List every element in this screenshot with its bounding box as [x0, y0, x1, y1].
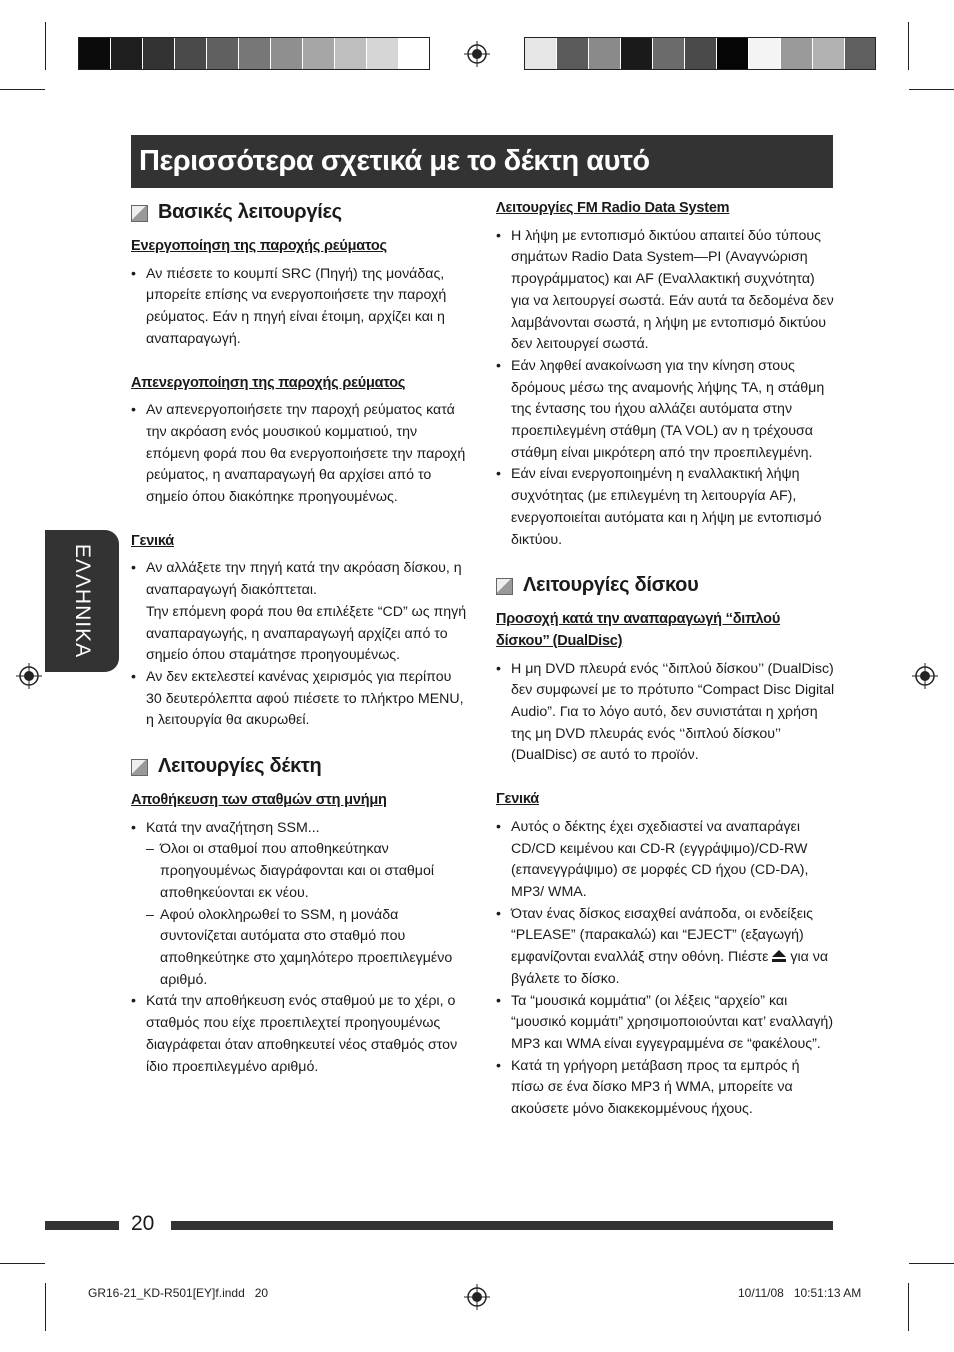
list-item: • Τα “μουσικά κομμάτια” (οι λέξεις “αρχείο” και “μουσικό κομμάτι” χρησιμοποιούνται κατ’ εναλλαγή) MP3 και WMA είναι εγγεγραμμένα σε “φακέλους”.	[496, 991, 836, 1056]
bullet-list	[496, 659, 836, 768]
eject-icon	[772, 950, 786, 962]
subheading-power-on: Ενεργοποίηση της παροχής ρεύματος	[131, 238, 387, 254]
section-title: Βασικές λειτουργίες	[158, 201, 342, 224]
subheading-general: Γενικά	[131, 532, 175, 549]
list-item: • Εάν ληφθεί ανακοίνωση για την κίνηση στους δρόμους μέσω της αναμονής λήψης TA, η στάθμη της έντασης του ήχου αλλάζει αυτόματα στην προεπιλεγμένη στάθμη (TA VOL) αν η τρέχουσα στάθμη είναι μικρότερη από την προεπιλεγμένη.	[496, 356, 836, 465]
footer-file-info: GR16-21_KD-R501[EY]f.indd 20	[88, 1286, 269, 1300]
subheading-general: Γενικά	[496, 791, 540, 808]
crop-mark	[908, 1283, 909, 1331]
list-item: • Η λήψη με εντοπισμό δικτύου απαιτεί δύο τύπους σημάτων Radio Data System—PI (Αναγνώριση προγράμματος) και AF (Εναλλακτική συχνότητα) για να λειτουργεί σωστά. Εάν αυτά τα δεδομένα δεν λαμβάνονται σωστά, η λήψη με εντοπισμό δικτύου δεν λειτουργεί σωστά.	[496, 226, 836, 356]
list-item: • Αν απενεργοποιήσετε την παροχή ρεύματος κατά την ακρόαση ενός μουσικού κομματιού, την επόμενη φορά που θα ενεργοποιήσετε την παροχή ρεύματος, η αναπαραγωγή θα αρχίσει από το σημείο όπου διακόπηκε προηγουμένως.	[131, 400, 471, 509]
language-tab	[45, 530, 119, 672]
section-heading-disc	[496, 573, 836, 599]
right-column	[496, 196, 836, 1133]
registration-mark-icon	[16, 663, 42, 689]
crop-mark	[908, 22, 909, 70]
list-item: • Κατά την αποθήκευση ενός σταθμού με το χέρι, ο σταθμός που είχε προεπιλεχτεί προηγουμένως διαγράφεται όταν αποθηκευτεί νέος σταθμός στον ίδιο προεπιλεγμένο αριθμό.	[131, 991, 471, 1078]
footer-timestamp: 10/11/08 10:51:13 AM	[738, 1286, 862, 1300]
bullet-list	[131, 818, 471, 1078]
crop-mark	[45, 22, 46, 70]
list-item	[131, 818, 471, 992]
crop-mark	[45, 1283, 46, 1331]
bullet-list	[496, 226, 836, 552]
list-item-text: Αν αλλάξετε την πηγή κατά την ακρόαση δίσκου, η αναπαραγωγή διακόπτεται.	[146, 560, 462, 599]
section-title: Λειτουργίες δίσκου	[523, 574, 699, 597]
section-title: Λειτουργίες δέκτη	[158, 755, 322, 778]
list-item	[131, 558, 471, 667]
language-tab-label: ΕΛΛΗΝΙΚΑ	[71, 543, 94, 659]
list-item: • Εάν είναι ενεργοποιημένη η εναλλακτική λήψη συχνότητας (με επιλεγμένη τη λειτουργία AF), ενεργοποιείται αυτόματα και η λήψη με εντοπισμό δικτύου.	[496, 464, 836, 551]
registration-mark-icon	[464, 41, 490, 67]
bullet-list	[496, 817, 836, 1121]
list-item: • Αν πιέσετε το κουμπί SRC (Πηγή) της μονάδας, μπορείτε επίσης να ενεργοποιήσετε την παροχή ρεύματος. Εάν η πηγή είναι έτοιμη, αρχίζει και η αναπαραγωγή.	[131, 264, 471, 351]
list-item	[496, 904, 836, 991]
list-item: • Κατά τη γρήγορη μετάβαση προς τα εμπρός ή πίσω σε ένα δίσκο MP3 ή WMA, μπορείτε να ακούσετε μόνο διακεκομμένους ήχους.	[496, 1056, 836, 1121]
square-icon	[496, 578, 513, 595]
subheading-store-stations: Αποθήκευση των σταθμών στη μνήμη	[131, 792, 387, 809]
square-icon	[131, 759, 148, 776]
subheading-dualdisc: Προσοχή κατά την αναπαραγωγή ‘‘διπλού δίσκου’’ (DualDisc)	[496, 611, 781, 649]
crop-mark	[909, 1263, 954, 1264]
page-title	[131, 135, 833, 188]
subheading-rds: Λειτουργίες FM Radio Data System	[496, 200, 730, 216]
list-item-text: Την επόμενη φορά που θα επιλέξετε “CD” ως πηγή αναπαραγωγής, η αναπαραγωγή αρχίζει από το σημείο όπου σταμάτησε προηγουμένως.	[146, 603, 467, 664]
section-heading-tuner	[131, 754, 471, 780]
bottom-rule-right	[171, 1221, 833, 1230]
list-item: • Η μη DVD πλευρά ενός ‘‘διπλού δίσκου’’ (DualDisc) δεν συμφωνεί με το πρότυπο “Compact Disc Digital Audio”. Για το λόγο αυτό, δεν συνιστάται η χρήση της μη DVD πλευράς ενός ‘‘διπλού δίσκου’’ (DualDisc) σε αυτό το προϊόν.	[496, 659, 836, 768]
page-number: 20	[131, 1212, 155, 1235]
bullet-list	[131, 558, 471, 732]
page-title-text: Περισσότερα σχετικά με το δέκτη αυτό	[139, 145, 650, 177]
list-item: • Αν δεν εκτελεστεί κανένας χειρισμός για περίπου 30 δευτερόλεπτα αφού πιέσετε το πλήκτρο MENU, η λειτουργία θα ακυρωθεί.	[131, 667, 471, 732]
crop-mark	[909, 89, 954, 90]
subheading-power-off: Απενεργοποίηση της παροχής ρεύματος	[131, 374, 406, 391]
section-heading-basic	[131, 200, 471, 226]
dash-item: – Όλοι οι σταθμοί που αποθηκεύτηκαν προηγουμένως διαγράφονται και οι σταθμοί αποθηκεύονται εκ νέου.	[146, 839, 471, 904]
square-icon	[131, 205, 148, 222]
grayscale-bar-left	[78, 37, 430, 70]
registration-mark-icon	[912, 663, 938, 689]
left-column	[131, 196, 471, 1090]
list-item-text: Κατά την αναζήτηση SSM...	[146, 819, 320, 836]
list-item: • Αυτός ο δέκτης έχει σχεδιαστεί να αναπαράγει CD/CD κειμένου και CD-R (εγγράψιμο)/CD-RW (επανεγγράψιμο) σε μορφές CD ήχου (CD-DA), MP3/ WMA.	[496, 817, 836, 904]
crop-mark	[0, 89, 45, 90]
bottom-rule-left	[45, 1221, 119, 1230]
bullet-list	[131, 400, 471, 509]
crop-mark	[0, 1263, 45, 1264]
list-item-text: Όταν ένας δίσκος εισαχθεί ανάποδα, οι ενδείξεις “PLEASE” (παρακαλώ) και “EJECT” (εξαγωγή) εμφανίζονται εναλλάξ στην οθόνη. Πιέστε	[511, 905, 814, 966]
dash-item: – Αφού ολοκληρωθεί το SSM, η μονάδα συντονίζεται αυτόματα στο σταθμό που αποθηκεύτηκε στο χαμηλότερο προεπιλεγμένο αριθμό.	[146, 905, 471, 992]
bullet-list	[131, 264, 471, 351]
list-item-text: για να βγάλετε το δίσκο.	[511, 949, 829, 987]
grayscale-bar-right	[524, 37, 876, 70]
dash-list	[146, 839, 471, 991]
registration-mark-icon	[464, 1284, 490, 1310]
